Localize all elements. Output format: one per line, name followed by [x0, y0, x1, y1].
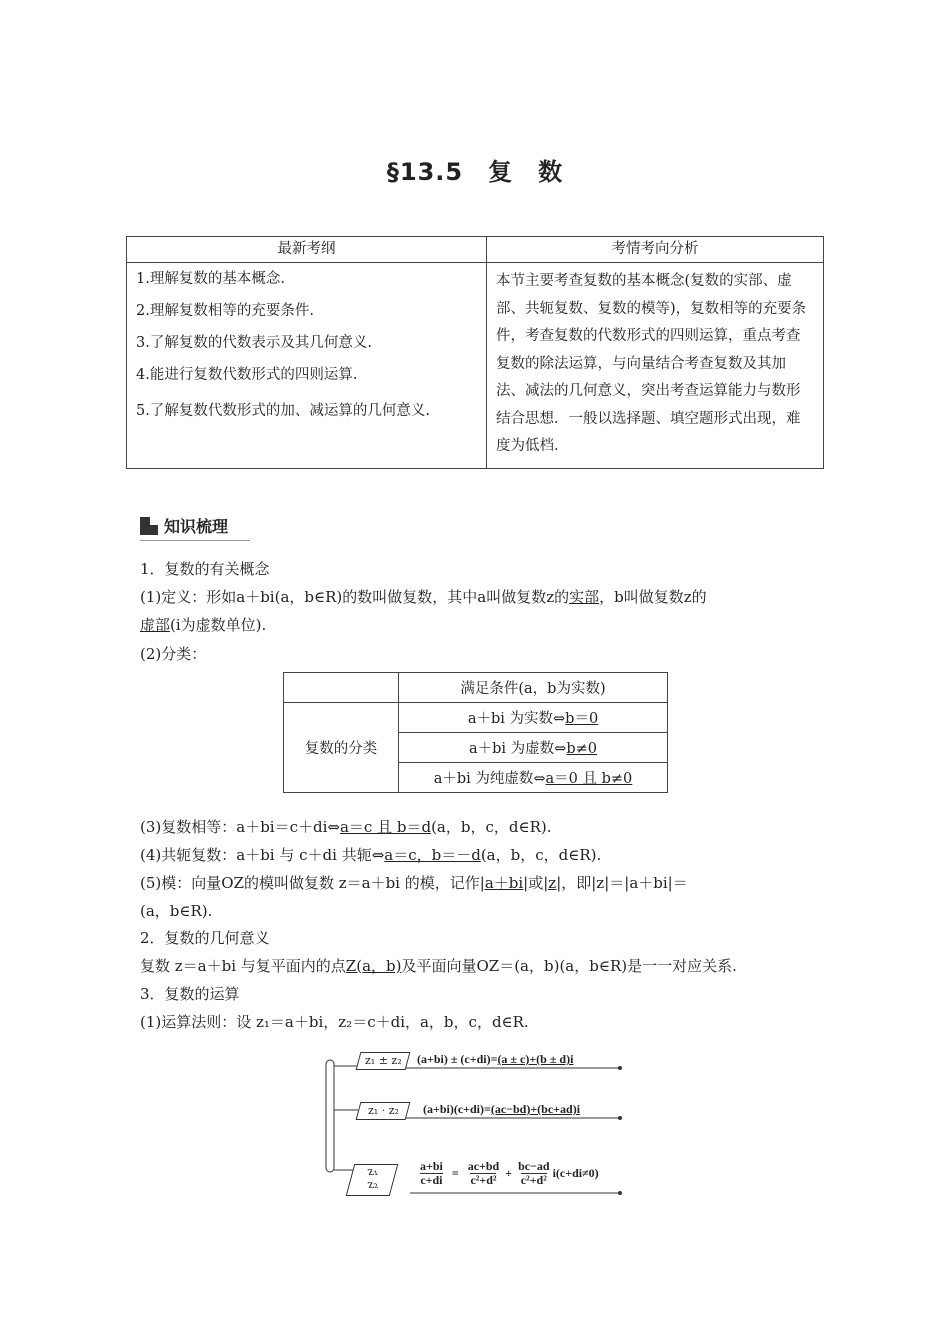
list-item: 3.了解复数的代数表示及其几何意义. — [136, 335, 372, 351]
equality-line: (3)复数相等：a＋bi＝c＋di⇔a＝c 且 b＝d(a，b，c，d∈R). — [140, 818, 552, 836]
quotient-box: z₁ z₂ — [346, 1164, 399, 1196]
sum-formula: (a+bi) ± (c+di)=(a ± c)+(b ± d)i — [417, 1052, 574, 1066]
product-box: z₁ · z₂ — [356, 1102, 411, 1120]
classification-label: (2)分类： — [140, 645, 207, 663]
table-header: 满足条件(a，b为实数) — [399, 673, 668, 703]
section-heading: 知识梳理 — [140, 514, 228, 537]
quotient-formula: $\frac{a+bi}{c+di} = \frac{ac+bd}{\text{c²+d²}} + \frac{bc-ad}{\text{c²+d²}} i(c+di\ne 0)$ — [420, 1159, 599, 1187]
product-formula: (a+bi)(c+di)=(ac−bd)+(bc+ad)i — [423, 1102, 581, 1116]
syllabus-table — [126, 236, 824, 469]
answer-imag-part: 虚部 — [140, 616, 171, 634]
goal-list — [128, 264, 485, 426]
table-header: 考情考向分析 — [487, 237, 824, 263]
answer-real-part: 实部 — [569, 588, 600, 606]
operations-line: (1)运算法则：设 z₁＝a＋bi，z₂＝c＋di，a，b，c，d∈R. — [140, 1013, 529, 1031]
geometry-line: 复数 z＝a＋bi 与复平面内的点Z(a，b)及平面向量OZ＝(a，b)(a，b∈R)是一一对应关系. — [140, 957, 737, 975]
table-row: a＋bi 为纯虚数⇔a＝0 且 b≠0 — [399, 763, 668, 793]
subheading-2: 2．复数的几何意义 — [140, 929, 270, 947]
analysis-text: 本节主要考查复数的基本概念(复数的实部、虚部、共轭复数、复数的模等)，复数相等的充要条件，考查复数的代数形式的四则运算，重点考查复数的除法运算，与向量结合考查复数及其加法、减法的几何意义，突出考查运算能力与数形结合思想．一般以选择题、填空题形式出现，难度为低档. — [496, 273, 807, 454]
classification-table — [283, 672, 668, 793]
modulus-line-2: (a，b∈R). — [140, 902, 213, 920]
subheading-1: 1．复数的有关概念 — [140, 560, 270, 578]
list-item: 1.理解复数的基本概念. — [136, 271, 285, 287]
row-label: 复数的分类 — [284, 703, 399, 793]
operation-rules-diagram — [320, 1046, 630, 1206]
section-icon — [140, 517, 158, 535]
subheading-3: 3．复数的运算 — [140, 985, 240, 1003]
definition-line: (1)定义：形如a＋bi(a，b∈R)的数叫做复数，其中a叫做复数z的实部，b叫做复数z的 — [140, 588, 707, 606]
table-header: 最新考纲 — [127, 237, 487, 263]
table-row: a＋bi 为虚数⇔b≠0 — [399, 733, 668, 763]
table-row: a＋bi 为实数⇔b＝0 — [399, 703, 668, 733]
conjugate-line: (4)共轭复数：a＋bi 与 c＋di 共轭⇔a＝c，b＝－d(a，b，c，d∈R). — [140, 846, 602, 864]
divider — [140, 540, 250, 541]
page-title: §13.5 复 数 — [386, 158, 564, 186]
list-item: 4.能进行复数代数形式的四则运算. — [136, 367, 358, 383]
definition-line-2: 虚部(i为虚数单位). — [140, 616, 267, 634]
sum-box: z₁ ± z₂ — [356, 1052, 411, 1070]
modulus-line: (5)模：向量OZ的模叫做复数 z＝a＋bi 的模，记作|a＋bi|或|z|，即|z|＝|a＋bi|＝ — [140, 874, 688, 892]
list-item: 5.了解复数代数形式的加、减运算的几何意义. — [136, 403, 430, 419]
list-item: 2.理解复数相等的充要条件. — [136, 303, 314, 319]
